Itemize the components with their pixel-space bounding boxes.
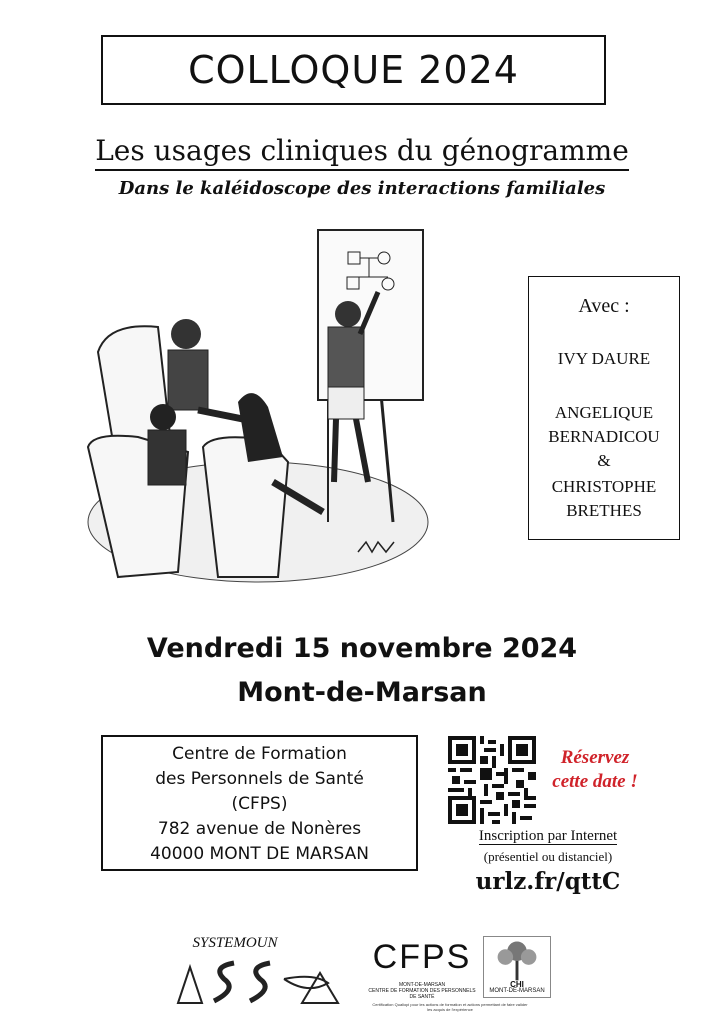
- systemoun-logo-text: SYSTEMOUN: [192, 935, 278, 951]
- speaker-name: CHRISTOPHE: [551, 477, 657, 496]
- speaker-name: IVY DAURE: [557, 349, 651, 368]
- qr-code-icon[interactable]: [448, 736, 536, 824]
- reserve-callout: [540, 746, 650, 794]
- cfps-logo-text: CFPS: [372, 938, 472, 976]
- venue-box: [101, 735, 418, 871]
- cfps-logo-subtitle: [366, 982, 478, 1000]
- event-date: Vendredi 15 novembre 2024: [146, 633, 578, 664]
- event-title: COLLOQUE 2024: [188, 48, 519, 92]
- venue-line: (CFPS): [231, 794, 288, 814]
- event-city: Mont-de-Marsan: [237, 677, 487, 708]
- inscription-label: [448, 828, 648, 845]
- systemoun-hands-logo-icon: [172, 953, 344, 1009]
- speakers-box: [528, 276, 680, 540]
- speaker-name: BRETHES: [566, 501, 642, 520]
- cfps-logo: [366, 936, 478, 1002]
- chi-logo-text: [484, 981, 550, 995]
- venue-line: 782 avenue de Nonères: [157, 819, 362, 839]
- speaker-ampersand: &: [597, 451, 611, 470]
- venue-line: Centre de Formation: [172, 744, 347, 764]
- tree-icon: [484, 937, 550, 981]
- attendance-mode: (présentiel ou distanciel): [483, 849, 613, 864]
- chi-label: CHI: [510, 980, 524, 989]
- reserve-line: Réservez: [560, 747, 630, 768]
- venue-line: 40000 MONT DE MARSAN: [150, 844, 369, 864]
- genogram-illustration: [78, 222, 438, 602]
- event-title-box: [101, 35, 606, 105]
- chi-city: MONT-DE-MARSAN: [489, 988, 545, 994]
- inscription-text: Inscription par Internet: [478, 828, 618, 844]
- speaker-name: BERNADICOU: [548, 427, 660, 446]
- subtitle-text: Les usages cliniques du génogramme: [95, 134, 629, 171]
- speaker-name: ANGELIQUE: [554, 403, 654, 422]
- event-subtitle: [0, 134, 724, 167]
- event-tagline: Dans le kaléidoscope des interactions familiales: [118, 178, 606, 199]
- qualiopi-certification-text: Certification Qualiopi pour les actions de formation et actions permettant de faire valider les acquis de l'expérience: [372, 1002, 528, 1012]
- reserve-line: cette date !: [552, 771, 638, 792]
- venue-line: des Personnels de Santé: [155, 769, 364, 789]
- chi-logo: [483, 936, 551, 998]
- registration-link[interactable]: urlz.fr/qttC: [475, 868, 621, 895]
- cfps-subtitle-full: CENTRE DE FORMATION DES PERSONNELS DE SANTÉ: [368, 988, 476, 1000]
- cfps-subtitle-city: MONT-DE-MARSAN: [398, 982, 446, 988]
- speakers-heading: Avec :: [578, 295, 630, 317]
